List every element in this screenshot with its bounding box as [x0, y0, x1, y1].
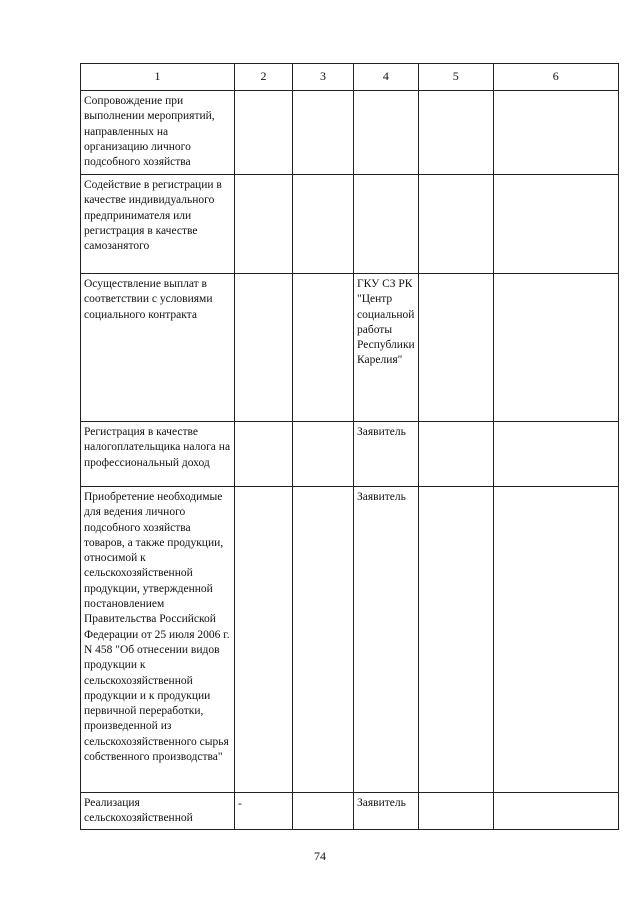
activity-text: Осуществление выплат в соответствии с условиями социального контракта	[84, 278, 213, 321]
table-cell	[418, 422, 493, 487]
activity-text: Содействие в регистрации в качестве индивидуального предпринимателя или регистрация в качестве самозанятого	[84, 179, 222, 253]
table-cell	[418, 793, 493, 830]
executor-text: Заявитель	[357, 491, 406, 503]
table-cell	[293, 91, 354, 175]
table-cell	[293, 487, 354, 793]
executor-cell	[354, 793, 419, 830]
table-cell	[493, 793, 618, 830]
table-cell	[418, 175, 493, 274]
table-cell	[293, 422, 354, 487]
activity-text: Сопровождение при выполнении мероприятий, направленных на организацию личного подсобного хозяйства	[84, 95, 215, 169]
activity-cell	[81, 422, 235, 487]
table-row	[81, 175, 619, 274]
header-row	[81, 64, 619, 91]
table-cell	[493, 422, 618, 487]
table-row	[81, 274, 619, 422]
executor-cell	[354, 487, 419, 793]
activity-text: Регистрация в качестве налогоплательщика налога на профессиональный доход	[84, 426, 231, 469]
executor-text: Заявитель	[357, 426, 406, 438]
table-cell	[493, 487, 618, 793]
column-header-3: 3	[293, 64, 354, 91]
table-cell	[418, 487, 493, 793]
activity-cell	[81, 793, 235, 830]
executor-text: Заявитель	[357, 797, 406, 809]
activity-text: Реализация сельскохозяйственной	[84, 797, 193, 825]
table-cell	[418, 91, 493, 175]
table-cell	[235, 274, 293, 422]
table-cell	[235, 487, 293, 793]
executor-cell	[354, 422, 419, 487]
table-row	[81, 91, 619, 175]
executor-text: ГКУ СЗ РК "Центр социальной работы Республики Карелия"	[357, 278, 415, 367]
activity-text: Приобретение необходимые для ведения личного подсобного хозяйства товаров, а также продукции, относимой к сельскохозяйственной продукции, утвержденной постановлением Правительства Российской Федерации от 25 июля 2006 г. N 458 "Об отнесении видов продукции к сельскохозяйственной продукции и к продукции первичной переработки, произведенной из сельскохозяйственного сырья собственного производства"	[84, 491, 230, 764]
table-cell	[235, 793, 293, 830]
table-cell	[493, 91, 618, 175]
activity-cell	[81, 175, 235, 274]
table-row	[81, 487, 619, 793]
table-row	[81, 793, 619, 830]
column-header-5: 5	[418, 64, 493, 91]
column-header-1: 1	[81, 64, 235, 91]
table-cell	[418, 274, 493, 422]
column-header-6: 6	[493, 64, 618, 91]
table-cell	[235, 91, 293, 175]
table-cell	[293, 793, 354, 830]
table-cell	[493, 274, 618, 422]
page-number: 74	[314, 849, 326, 863]
column-header-2: 2	[235, 64, 293, 91]
table-cell	[493, 175, 618, 274]
activity-cell	[81, 274, 235, 422]
executor-cell	[354, 274, 419, 422]
executor-cell	[354, 91, 419, 175]
dash-mark: -	[238, 798, 242, 810]
table-cell	[235, 175, 293, 274]
activity-cell	[81, 91, 235, 175]
activity-cell	[81, 487, 235, 793]
table-cell	[293, 274, 354, 422]
column-header-4: 4	[354, 64, 419, 91]
document-table	[80, 63, 619, 830]
executor-cell	[354, 175, 419, 274]
table-cell	[235, 422, 293, 487]
table-row	[81, 422, 619, 487]
table-cell	[293, 175, 354, 274]
